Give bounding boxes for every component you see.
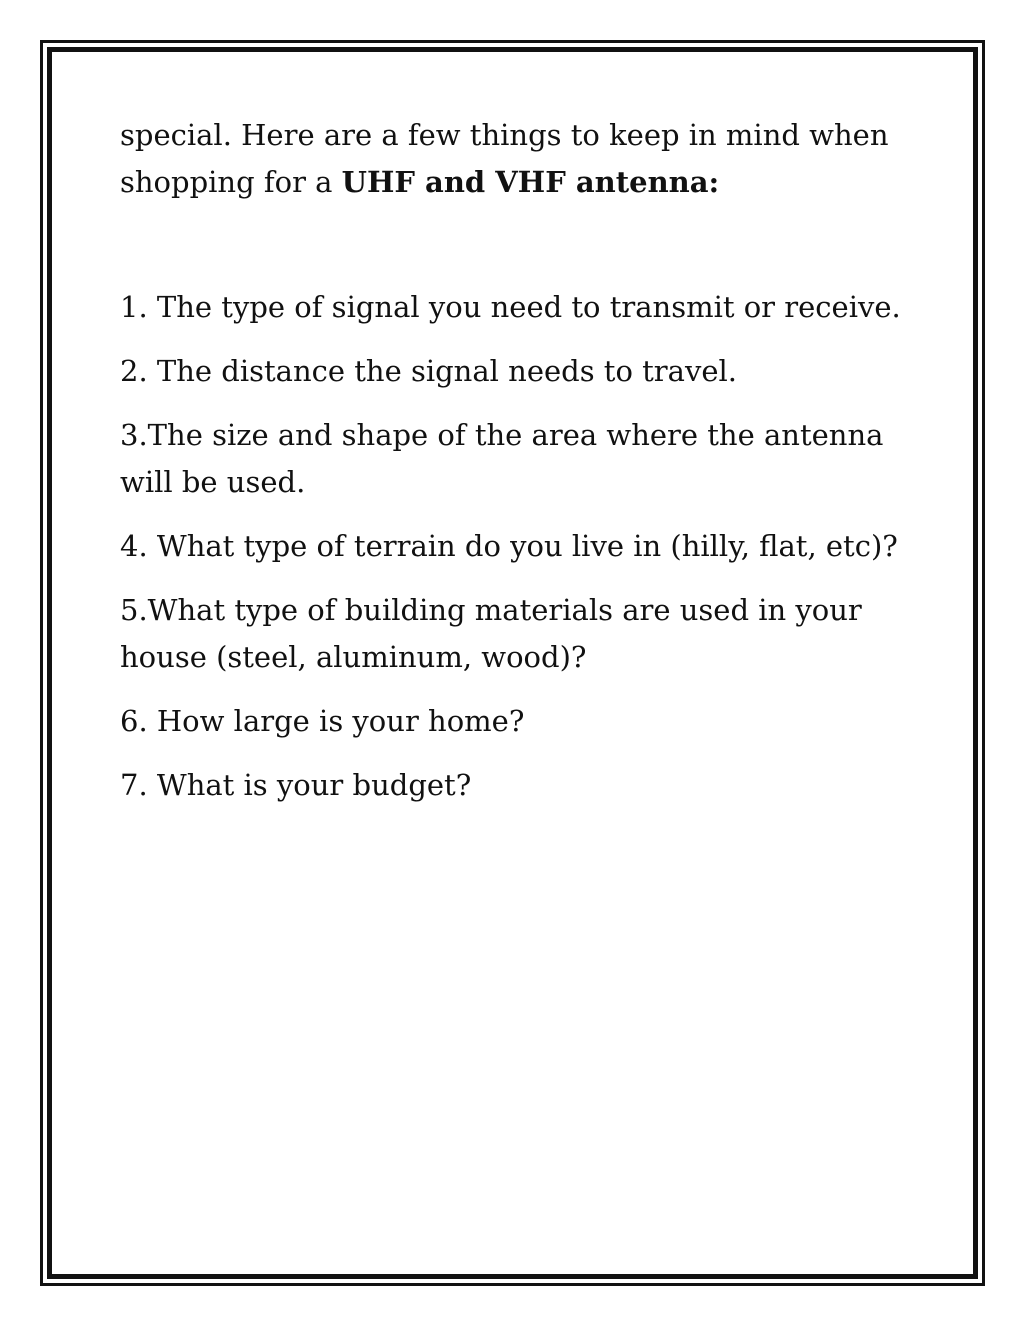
list-item: 4. What type of terrain do you live in (hilly, flat, etc)? [120, 529, 898, 563]
considerations-list [120, 284, 920, 809]
list-item: 3.The size and shape of the area where the antenna will be used. [120, 418, 884, 499]
intro-bold-text: UHF and VHF antenna: [341, 165, 720, 199]
list-item: 6. How large is your home? [120, 704, 525, 738]
list-item: 7. What is your budget? [120, 768, 472, 802]
intro-paragraph [120, 112, 920, 206]
list-item: 1. The type of signal you need to transmit or receive. [120, 290, 901, 324]
list-item: 2. The distance the signal needs to travel. [120, 354, 737, 388]
list-item: 5.What type of building materials are used in your house (steel, aluminum, wood)? [120, 593, 862, 674]
intro-text: special. Here are a few things to keep in mind when shopping for a [120, 118, 889, 199]
page-content [120, 112, 920, 826]
